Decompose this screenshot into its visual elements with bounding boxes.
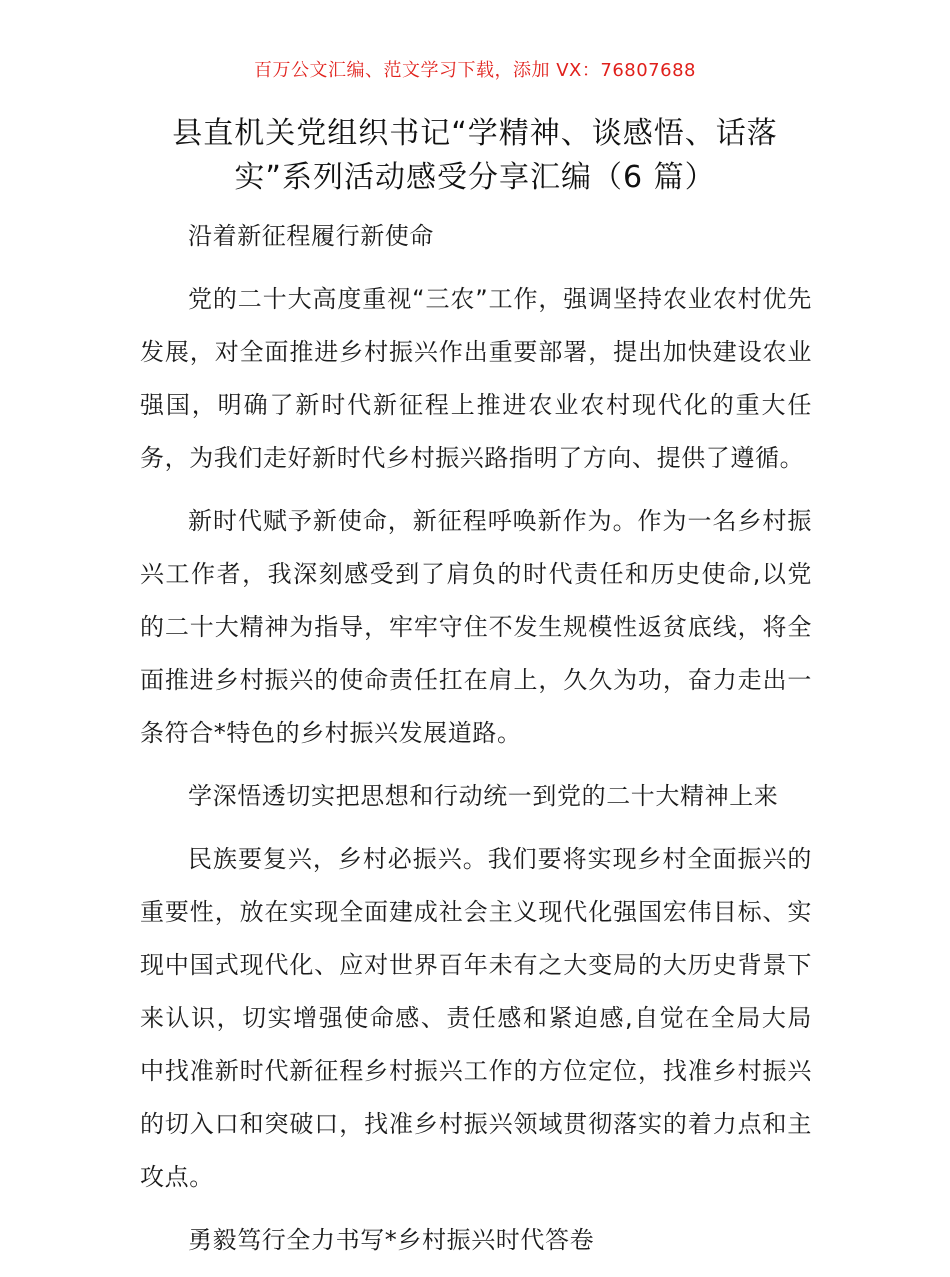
paragraph: 党的二十大高度重视“三农”工作，强调坚持农业农村优先发展，对全面推进乡村振兴作出重要部署，提出加快建设农业强国，明确了新时代新征程上推进农业农村现代化的重大任务，为我们走好新时代乡村振兴路指明了方向、提供了遵循。 <box>140 285 812 472</box>
paragraph: 新时代赋予新使命，新征程呼唤新作为。作为一名乡村振兴工作者，我深刻感受到了肩负的时代责任和历史使命,以党的二十大精神为指导，牢牢守住不发生规模性返贫底线，将全面推进乡村振兴的使命责任扛在肩上，久久为功，奋力走出一条符合*特色的乡村振兴发展道路。 <box>140 507 812 747</box>
section-heading: 勇毅笃行全力书写*乡村振兴时代答卷 <box>188 1226 595 1254</box>
document-body <box>140 210 812 1277</box>
document-title: 县直机关党组织书记“学精神、谈感悟、话落实”系列活动感受分享汇编（6 篇） <box>172 116 778 195</box>
section-heading: 沿着新征程履行新使命 <box>188 222 434 250</box>
paragraph: 民族要复兴，乡村必振兴。我们要将实现乡村全面振兴的重要性，放在实现全面建成社会主义现代化强国宏伟目标、实现中国式现代化、应对世界百年未有之大变局的大历史背景下来认识，切实增强使命感、责任感和紧迫感,自觉在全局大局中找准新时代新征程乡村振兴工作的方位定位，找准乡村振兴的切入口和突破口，找准乡村振兴领域贯彻落实的着力点和主攻点。 <box>140 845 812 1191</box>
section-heading: 学深悟透切实把思想和行动统一到党的二十大精神上来 <box>188 782 779 810</box>
header-watermark-note: 百万公文汇编、范文学习下载，添加 VX：76807688 <box>254 60 696 81</box>
